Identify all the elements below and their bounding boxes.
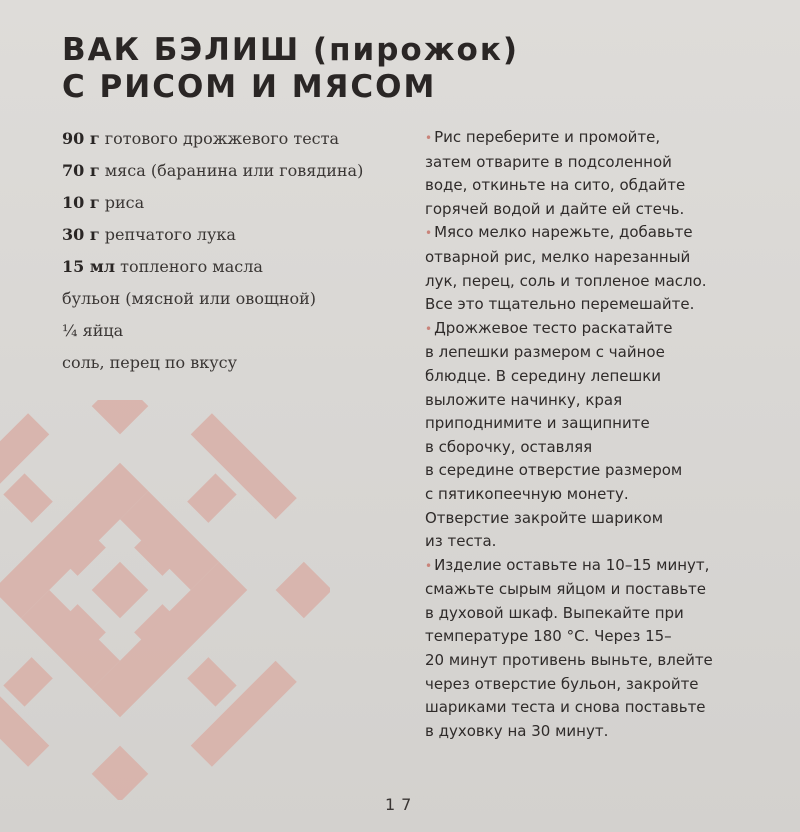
instruction-text: в сборочку, оставляя (425, 437, 593, 456)
bullet-icon: • (425, 226, 433, 241)
instruction-line (425, 578, 755, 602)
ingredients-list (62, 126, 392, 382)
ingredient-item (62, 222, 392, 247)
recipe-title-line-1: ВАК БЭЛИШ (пирожок) (62, 32, 520, 68)
page-number: 17 (385, 795, 418, 814)
instruction-text: затем отварите в подсоленной (425, 152, 672, 171)
ingredient-quantity: 10 г (62, 193, 100, 212)
instruction-text: отварной рис, мелко нарезанный (425, 247, 691, 266)
instruction-line (425, 293, 755, 317)
instructions-text (425, 126, 755, 743)
instruction-text: через отверстие бульон, закройте (425, 674, 699, 693)
instruction-text: шариками теста и снова поставьте (425, 698, 706, 717)
ingredient-text: ¼ яйца (62, 321, 124, 340)
bullet-icon: • (425, 321, 433, 336)
instruction-text: Мясо мелко нарежьте, добавьте (434, 223, 693, 242)
instruction-text: лук, перец, соль и топленое масло. (425, 271, 707, 290)
instruction-line (425, 649, 755, 673)
instruction-text: горячей водой и дайте ей стечь. (425, 199, 685, 218)
instruction-text: смажьте сырым яйцом и поставьте (425, 580, 706, 599)
ingredient-text: готового дрожжевого теста (99, 129, 340, 148)
ingredient-item (62, 318, 392, 343)
instruction-text: Дрожжевое тесто раскатайте (434, 318, 673, 337)
ingredient-quantity: 70 г (62, 161, 100, 180)
bullet-icon: • (425, 558, 433, 573)
instruction-line (425, 341, 755, 365)
ingredient-text: соль, перец по вкусу (62, 353, 238, 372)
ingredient-text: мяса (баранина или говядина) (99, 161, 364, 180)
instruction-line (425, 602, 755, 626)
ingredient-item (62, 190, 392, 215)
instruction-text: из теста. (425, 532, 497, 551)
instruction-line (425, 436, 755, 460)
instruction-line (425, 673, 755, 697)
instruction-text: Все это тщательно перемешайте. (425, 295, 695, 314)
ingredient-quantity: 30 г (62, 225, 100, 244)
ingredient-text: риса (99, 193, 145, 212)
instruction-text: Отверстие закройте шариком (425, 508, 664, 527)
instruction-line (425, 507, 755, 531)
instruction-line (425, 198, 755, 222)
ingredient-quantity: 90 г (62, 129, 100, 148)
instruction-text: выложите начинку, края (425, 390, 623, 409)
instruction-text: температуре 180 °С. Через 15– (425, 627, 672, 646)
recipe-title (62, 32, 519, 106)
instruction-line (425, 720, 755, 744)
instruction-text: приподнимите и защипните (425, 414, 650, 433)
bullet-icon: • (425, 131, 433, 145)
instruction-line (425, 459, 755, 483)
instruction-line (425, 696, 755, 720)
ingredient-item (62, 158, 392, 183)
instruction-text: с пятикопеечную монету. (425, 484, 629, 503)
ornament-pattern (0, 400, 330, 800)
instruction-text: Рис переберите и промойте, (434, 128, 661, 146)
ingredient-text: репчатого лука (99, 225, 236, 244)
instruction-line (425, 389, 755, 413)
recipe-title-line-2: С РИСОМ И МЯСОМ (62, 69, 437, 105)
instruction-text: воде, откиньте на сито, обдайте (425, 176, 686, 195)
instruction-line (425, 270, 755, 294)
ingredient-item (62, 350, 392, 375)
instruction-text: Изделие оставьте на 10–15 минут, (434, 555, 710, 574)
instruction-line (425, 246, 755, 270)
instruction-text: блюдце. В середину лепешки (425, 366, 662, 385)
instruction-line (425, 126, 755, 151)
instruction-text: в лепешки размером с чайное (425, 343, 665, 362)
instruction-line (425, 221, 755, 246)
instruction-line (425, 554, 755, 579)
ingredient-quantity: 15 мл (62, 257, 116, 276)
ingredient-text: топленого масла (115, 257, 263, 276)
instruction-line (425, 625, 755, 649)
instruction-line (425, 530, 755, 554)
instruction-line (425, 317, 755, 342)
instruction-text: в духовой шкаф. Выпекайте при (425, 603, 684, 622)
ingredient-item (62, 126, 392, 151)
instruction-line (425, 174, 755, 198)
ingredient-item (62, 254, 392, 279)
instruction-text: в духовку на 30 минут. (425, 721, 609, 740)
instruction-line (425, 365, 755, 389)
instruction-line (425, 151, 755, 175)
instruction-text: в середине отверстие размером (425, 461, 683, 480)
ingredient-item (62, 286, 392, 311)
ingredient-text: бульон (мясной или овощной) (62, 289, 317, 308)
instruction-line (425, 412, 755, 436)
instruction-text: 20 минут противень выньте, влейте (425, 651, 713, 670)
instruction-line (425, 483, 755, 507)
